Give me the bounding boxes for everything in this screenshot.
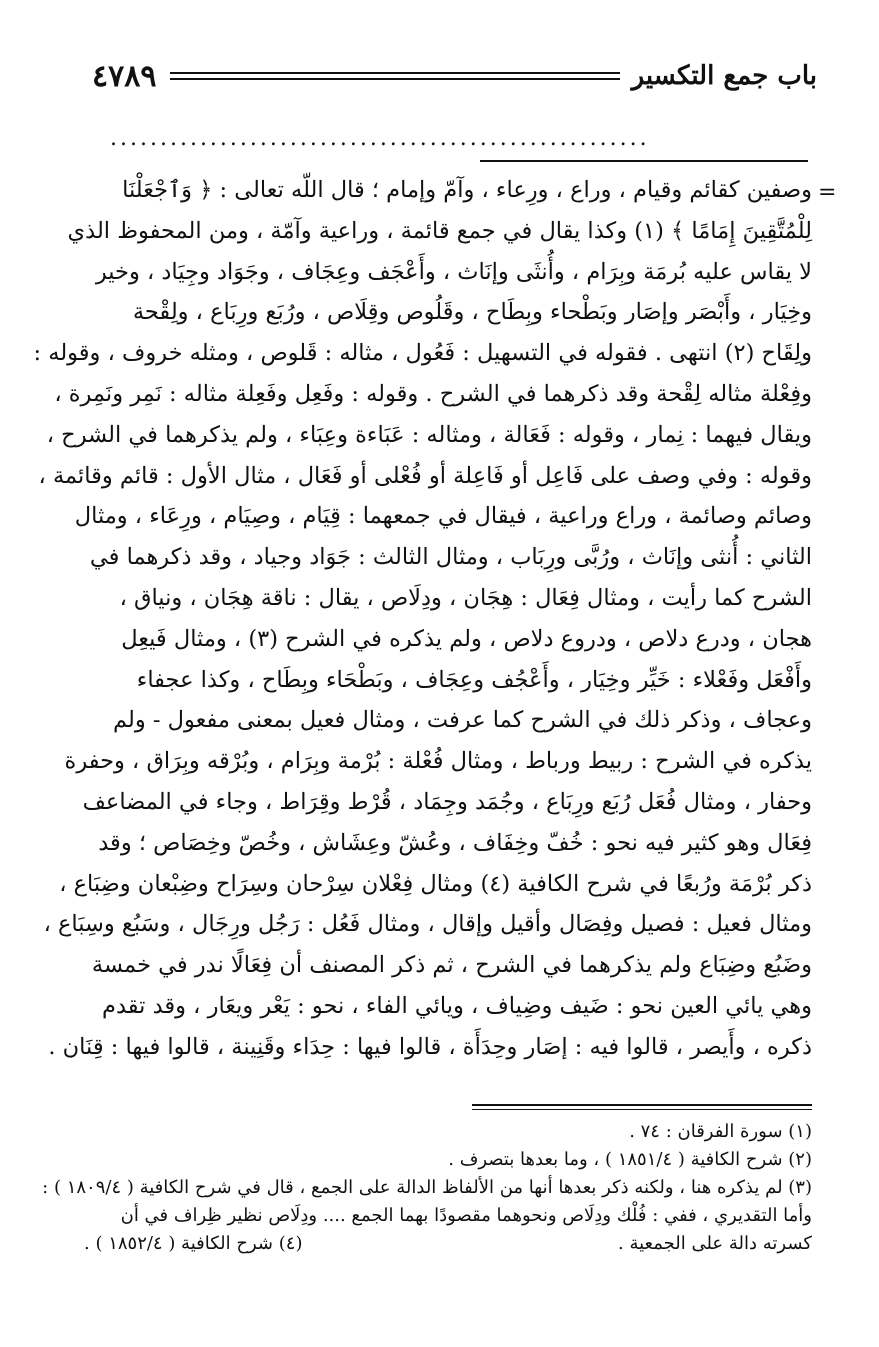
- main-text: [33, 170, 812, 1068]
- section-rule: [480, 160, 808, 162]
- text-line: وضَبُع وضِبَاع ولم يذكرهما في الشرح ، ثم ذكر المصنف أن فِعَالًا ندر في خمسة: [91, 952, 812, 979]
- text-line: وخِيَار ، وأَبْصَر وإصَار وبَطْحاء وبِطَاح ، وقَلُوص وقِلَاص ، ورُبَع ورِبَاع ، ولِقْحة: [132, 299, 812, 326]
- text-line: وقوله : وفي وصف على فَاعِل أو فَاعِلة أو فُعْلى أو فَعَال ، مثال الأول : قائم وقائمة ،: [38, 462, 812, 489]
- text-line: ولِقَاح (٢) انتهى . فقوله في التسهيل : فَعُول ، مثاله : قَلوص ، ومثله خروف ، وقوله :: [33, 340, 812, 367]
- continuation-mark: =: [818, 180, 837, 205]
- text-line: وحفار ، ومثال فُعَل رُبَع ورِبَاع ، وجُمَد وجِمَاد ، قُرْط وقِرَاط ، وجاء في المضاعف: [82, 788, 812, 815]
- footnote-3: (٣) لم يذكره هنا ، ولكنه ذكر بعدها أنها من الألفاظ الدالة على الجمع ، قال في شرح الكافية ( ١٨٠٩/٤ ) :: [42, 1177, 812, 1198]
- text-line: ويقال فيهما : نِمار ، وقوله : فَعَالة ، ومثاله : عَبَاءة وعِبَاء ، ولم يذكرهما في الشرح ،: [46, 421, 812, 448]
- header-rule: [170, 72, 619, 80]
- text-line: ذكر بُرْمَة ورُبعًا في شرح الكافية (٤) ومثال فِعْلان سِرْحان وسِرَاح وضِبْعان وضِبَاع ،: [59, 870, 812, 897]
- text-line: فِعَال وهو كثير فيه نحو : خُفّ وخِفَاف ، وعُشّ وعِشَاش ، وخُصّ وخِصَاص ؛ وقد: [98, 829, 812, 856]
- text-line: وصائم وصائمة ، وراع وراعية ، فيقال في جمعهما : قِيَام ، وصِيَام ، ورِعَاء ، ومثال: [74, 503, 812, 530]
- footnote-rule: [472, 1104, 812, 1110]
- footnote-2: (٢) شرح الكافية ( ١٨٥١/٤ ) ، وما بعدها بتصرف .: [448, 1149, 812, 1170]
- running-header: [92, 56, 817, 96]
- text-line: الشرح كما رأيت ، ومثال فِعَال : هِجَان ، ودِلَاص ، يقال : ناقة هِجَان ، ونياق ،: [119, 584, 812, 611]
- text-line: لِلْمُتَّقِينَ إِمَامًا ﴾ (١) وكذا يقال في جمع قائمة ، وراعية وآمّة ، ومن المحفوظ الذي: [67, 217, 812, 244]
- footnote-last-line: [84, 1230, 812, 1258]
- text-line: وهي يائي العين نحو : ضَيف وضِياف ، ويائي الفاء ، نحو : يَعْر ويعَار ، وقد تقدم: [102, 992, 812, 1019]
- chapter-title: باب جمع التكسير: [631, 61, 817, 91]
- footnotes: [42, 1118, 812, 1258]
- footnote-3-continued: وأما التقديري ، ففي : فُلْك ودِلَاص ونحوهما مقصودًا بهما الجمع .... ودِلَاص نظير ظِراف في أن: [120, 1205, 812, 1226]
- page-number: ٤٧٨٩: [92, 58, 157, 94]
- text-line: لا يقاس عليه بُرمَة وبِرَام ، وأُنثَى وإنَاث ، وأَعْجَف وعِجَاف ، وجَوَاد وجِيَاد ، وخير: [95, 258, 812, 285]
- text-line: ومثال فعيل : فصيل وفِصَال وأقيل وإقال ، ومثال فَعُل : رَجُل ورِجَال ، وسَبُع وسِبَاع ،: [43, 911, 812, 938]
- text-line: الثاني : أُنثى وإنَاث ، ورُبَّى ورِبَاب ، ومثال الثالث : جَوَاد وجياد ، وقد ذكرهما في: [89, 544, 812, 571]
- footnote-4: (٤) شرح الكافية ( ١٨٥٢/٤ ) .: [84, 1233, 303, 1254]
- text-line: هجان ، ودرع دلاص ، ودروع دلاص ، ولم يذكره في الشرح (٣) ، ومثال فَيعِل: [121, 625, 812, 652]
- text-line: وفِعْلة مثاله لِقْحة وقد ذكرهما في الشرح . وقوله : وفَعِل وفَعِلة مثاله : نَمِر ونَمِرة ،: [54, 380, 812, 407]
- text-line: وصفين كقائم وقيام ، وراع ، ورِعاء ، وآمّ وإمام ؛ قال اللّه تعالى : ﴿ وَٱجْعَلْنَا: [122, 177, 812, 203]
- text-line: يذكره في الشرح : ربيط ورباط ، ومثال فُعْلة : بُرْمة وبِرَام ، وبُرْقه وبِرَاق ، وحفرة: [64, 748, 812, 775]
- footnote-3-end: كسرته دالة على الجمعية .: [618, 1233, 812, 1254]
- text-line: ذكره ، وأَيصر ، قالوا فيه : إصَار وحِدَأَة ، قالوا فيها : حِدَاء وقَنِينة ، قالوا فيها : قِنَان .: [48, 1033, 812, 1060]
- footnote-1: (١) سورة الفرقان : ٧٤ .: [629, 1121, 812, 1142]
- dotted-separator: ......................................................: [110, 126, 650, 151]
- text-line: وعجاف ، وذكر ذلك في الشرح كما عرفت ، ومثال فعيل بمعنى مفعول - ولم: [113, 707, 812, 734]
- text-line: وأَفْعَل وفَعْلاء : خَيِّر وخِيَار ، وأَعْجُف وعِجَاف ، وبَطْحَاء وبِطَاح ، وكذا عجفاء: [136, 666, 812, 693]
